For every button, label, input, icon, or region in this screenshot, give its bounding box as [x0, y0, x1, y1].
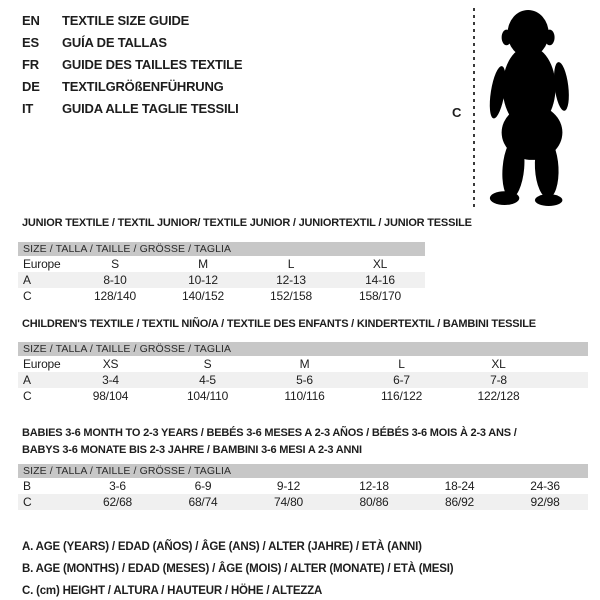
- spacer-cell: [547, 356, 588, 372]
- size-cell: 128/140: [94, 289, 136, 303]
- size-cell: 68/74: [188, 495, 218, 509]
- size-cell: 9-12: [276, 479, 301, 493]
- language-list: [22, 10, 242, 120]
- size-cell: M: [198, 257, 208, 271]
- footnote-a: A. AGE (YEARS) / EDAD (AÑOS) / ÂGE (ANS) / ALTER (JAHRE) / ETÀ (ANNI): [22, 541, 422, 553]
- table-row: [18, 494, 588, 510]
- size-cell: XL: [372, 257, 388, 271]
- babies-section-heading: [22, 425, 517, 459]
- language-row-es: [22, 32, 242, 54]
- language-row-de: [22, 76, 242, 98]
- row-label: C: [23, 389, 32, 403]
- size-cell: 158/170: [359, 289, 401, 303]
- row-label: Europe: [23, 257, 61, 271]
- language-code: ES: [22, 35, 39, 50]
- table-row: [18, 372, 588, 388]
- footnote-b: B. AGE (MONTHS) / EDAD (MESES) / ÂGE (MOIS) / ALTER (MONATE) / ETÀ (MESI): [22, 563, 454, 575]
- babies-heading-line1: BABIES 3-6 MONTH TO 2-3 YEARS / BEBÉS 3-6 MESES A 2-3 AÑOS / BÉBÉS 3-6 MOIS À 2-3 ANS /: [22, 427, 517, 439]
- children-size-table: [18, 342, 588, 404]
- table-header-row: [18, 342, 588, 356]
- size-cell: XL: [491, 357, 506, 371]
- size-cell: M: [299, 357, 310, 371]
- size-cell: L: [398, 357, 405, 371]
- size-cell: 18-24: [444, 479, 475, 493]
- size-cell: 104/110: [186, 389, 229, 403]
- size-cell: 98/104: [92, 389, 129, 403]
- language-row-en: [22, 10, 242, 32]
- junior-size-table: [18, 242, 425, 304]
- size-cell: L: [287, 257, 295, 271]
- row-label: C: [23, 495, 32, 509]
- size-cell: 3-6: [109, 479, 126, 493]
- children-section-heading: CHILDREN'S TEXTILE / TEXTIL NIÑO/A / TEXTILE DES ENFANTS / KINDERTEXTIL / BAMBINI TESSILE: [22, 318, 536, 330]
- size-cell: 8-10: [103, 273, 127, 287]
- table-row: [18, 288, 425, 304]
- size-header-bar: SIZE / TALLA / TAILLE / GRÖSSE / TAGLIA: [18, 342, 588, 356]
- spacer-cell: [547, 372, 588, 388]
- size-header-bar: SIZE / TALLA / TAILLE / GRÖSSE / TAGLIA: [18, 464, 588, 478]
- language-code: IT: [22, 101, 34, 116]
- footnotes: [22, 536, 453, 600]
- table-row: [18, 388, 588, 404]
- size-cell: 140/152: [182, 289, 224, 303]
- size-cell: 62/68: [102, 495, 133, 509]
- language-code: DE: [22, 79, 40, 94]
- babies-size-table: [18, 464, 588, 510]
- size-cell: 10-12: [188, 273, 218, 287]
- language-label: TEXTILGRÖßENFÜHRUNG: [62, 79, 224, 94]
- table-row: [18, 272, 425, 288]
- table-row: [18, 478, 588, 494]
- size-cell: XS: [102, 357, 119, 371]
- language-label: GUIDA ALLE TAGLIE TESSILI: [62, 101, 239, 116]
- table-header-row: [18, 242, 425, 256]
- size-cell: 24-36: [530, 479, 560, 493]
- size-cell: 92/98: [530, 495, 560, 509]
- row-label: A: [23, 373, 31, 387]
- row-label: Europe: [23, 357, 61, 371]
- size-cell: S: [111, 257, 119, 271]
- size-cell: 86/92: [444, 495, 475, 509]
- language-label: TEXTILE SIZE GUIDE: [62, 13, 190, 28]
- size-header-bar: SIZE / TALLA / TAILLE / GRÖSSE / TAGLIA: [18, 242, 425, 256]
- size-cell: 110/116: [284, 389, 325, 403]
- size-cell: 6-7: [393, 373, 410, 387]
- babies-heading-line2: BABYS 3-6 MONATE BIS 2-3 JAHRE / BAMBINI 3-6 MESI A 2-3 ANNI: [22, 444, 362, 456]
- language-row-it: [22, 98, 242, 120]
- size-cell: 12-13: [276, 273, 306, 287]
- size-cell: S: [203, 357, 212, 371]
- row-label: A: [23, 273, 31, 287]
- spacer-cell: [547, 388, 588, 404]
- size-cell: 152/158: [270, 289, 312, 303]
- height-measure-dashed-line: [473, 8, 475, 207]
- language-code: EN: [22, 13, 40, 28]
- baby-silhouette: [484, 4, 582, 210]
- size-cell: 12-18: [359, 479, 389, 493]
- size-cell: 5-6: [296, 373, 313, 387]
- junior-section-heading: JUNIOR TEXTILE / TEXTIL JUNIOR/ TEXTILE JUNIOR / JUNIORTEXTIL / JUNIOR TESSILE: [22, 217, 472, 229]
- size-cell: 6-9: [194, 479, 212, 493]
- size-cell: 116/122: [380, 389, 423, 403]
- language-label: GUIDE DES TAILLES TEXTILE: [62, 57, 243, 72]
- footnote-c: C. (cm) HEIGHT / ALTURA / HAUTEUR / HÖHE / ALTEZZA: [22, 585, 323, 597]
- row-label: B: [23, 479, 31, 493]
- language-row-fr: [22, 54, 242, 76]
- table-row: [18, 256, 425, 272]
- size-cell: 4-5: [199, 373, 216, 387]
- size-cell: 7-8: [490, 373, 507, 387]
- language-code: FR: [22, 57, 39, 72]
- language-label: GUÍA DE TALLAS: [62, 35, 167, 50]
- size-cell: 3-4: [102, 373, 119, 387]
- table-row: [18, 356, 588, 372]
- size-cell: 122/128: [477, 389, 520, 403]
- size-cell: 74/80: [273, 495, 304, 509]
- size-cell: 14-16: [365, 273, 395, 287]
- height-measure-label: C: [452, 105, 462, 120]
- table-header-row: [18, 464, 588, 478]
- size-cell: 80/86: [359, 495, 389, 509]
- row-label: C: [23, 289, 32, 303]
